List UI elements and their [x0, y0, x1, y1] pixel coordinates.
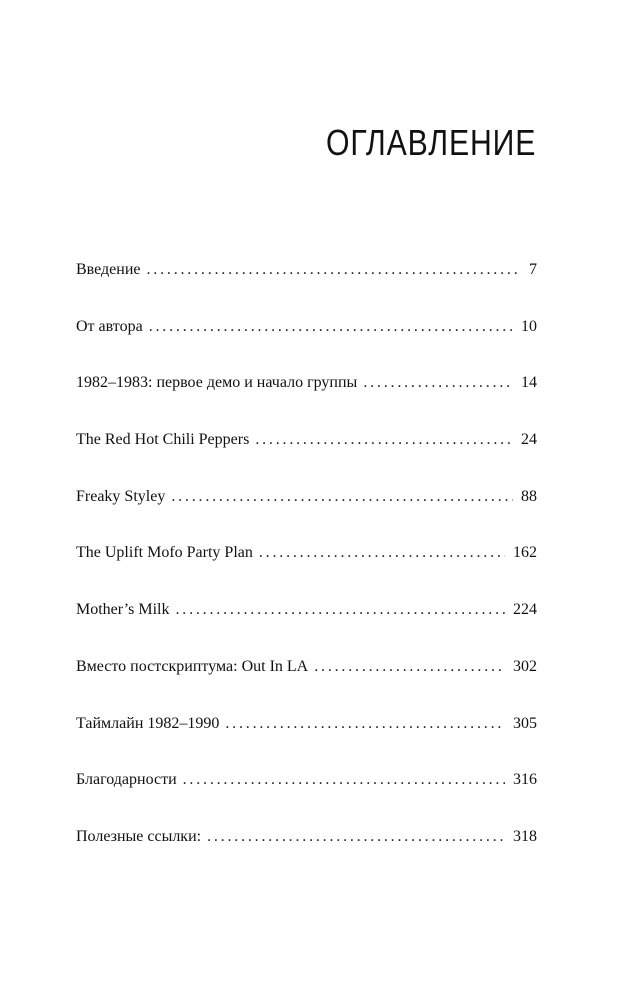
toc-entry	[76, 595, 537, 652]
toc-dot-leader	[147, 255, 522, 285]
toc-entry-title: Благодарности	[76, 771, 177, 789]
toc-dot-leader	[255, 425, 513, 455]
toc-entry-page: 10	[521, 317, 537, 335]
toc-entry-page: 88	[521, 487, 537, 505]
toc-dot-leader	[207, 822, 505, 852]
toc-entry	[76, 765, 537, 822]
toc-entry	[76, 255, 537, 312]
toc-dot-leader	[259, 538, 505, 568]
toc-dot-leader	[363, 368, 513, 398]
page-title: ОГЛАВЛЕНИЕ	[325, 122, 536, 163]
toc-entry-page: 162	[513, 544, 537, 562]
toc-dot-leader	[171, 482, 513, 512]
toc-entry-title: Введение	[76, 261, 141, 278]
toc-entry	[76, 425, 537, 482]
toc-dot-leader	[314, 652, 505, 682]
toc-dot-leader	[175, 595, 505, 625]
toc-dot-leader	[149, 312, 513, 342]
toc-entry-page: 24	[521, 431, 537, 449]
toc-entry-title: Вместо постскриптума: Out In LA	[76, 657, 309, 675]
toc-entry-page: 318	[513, 827, 537, 845]
toc-dot-leader	[225, 709, 505, 739]
toc-entry-page: 7	[529, 261, 537, 278]
table-of-contents	[76, 255, 537, 879]
toc-entry-page: 316	[513, 771, 537, 789]
toc-entry	[76, 538, 537, 595]
toc-entry-title: Mother’s Milk	[76, 601, 170, 619]
toc-entry-title: От автора	[76, 317, 143, 335]
toc-entry-title: Freaky Styley	[76, 487, 166, 505]
toc-entry-title: Полезные ссылки:	[76, 827, 202, 845]
toc-entry	[76, 482, 537, 539]
toc-dot-leader	[183, 765, 505, 795]
toc-entry-title: The Uplift Mofo Party Plan	[76, 544, 253, 562]
toc-entry-page: 302	[513, 657, 537, 675]
toc-entry	[76, 312, 537, 369]
toc-entry	[76, 709, 537, 766]
toc-entry-title: Таймлайн 1982–1990	[76, 714, 220, 732]
toc-entry-title: The Red Hot Chili Peppers	[76, 431, 250, 449]
toc-entry	[76, 652, 537, 709]
toc-entry-title: 1982–1983: первое демо и начало группы	[76, 374, 358, 392]
toc-entry	[76, 822, 537, 879]
toc-entry-page: 305	[513, 714, 537, 732]
toc-entry-page: 224	[513, 601, 537, 619]
toc-entry	[76, 368, 537, 425]
toc-entry-page: 14	[521, 374, 537, 392]
